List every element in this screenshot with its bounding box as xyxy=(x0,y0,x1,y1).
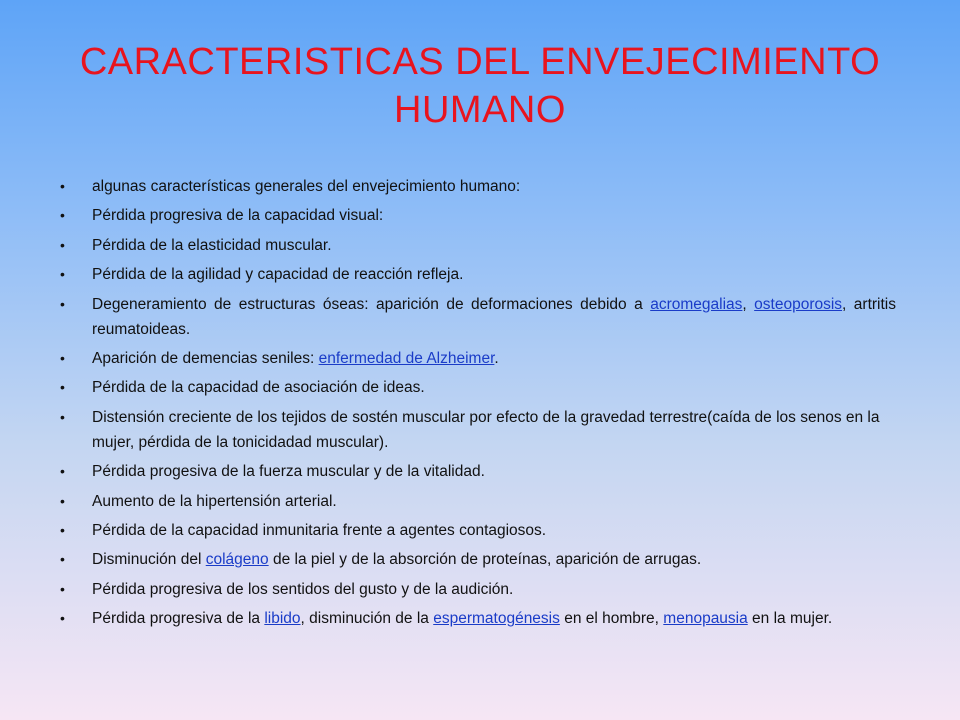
list-item xyxy=(58,174,896,199)
bullet-icon: • xyxy=(60,492,65,509)
item-text: Degeneramiento de estructuras óseas: aparición de deformaciones debido a xyxy=(92,295,651,313)
list-item xyxy=(58,262,896,287)
hyperlink[interactable]: colágeno xyxy=(205,551,269,569)
item-text: , artritis reumatoideas. xyxy=(92,295,896,338)
bullet-icon: • xyxy=(60,295,65,312)
hyperlink[interactable]: acromegalias xyxy=(650,295,743,313)
item-text: Pérdida progesiva de la fuerza muscular y de la vitalidad. xyxy=(92,463,485,481)
list-item xyxy=(58,203,896,228)
list-item xyxy=(58,375,896,400)
item-text: Aparición de demencias seniles: xyxy=(92,349,319,367)
bullet-icon: • xyxy=(60,551,65,568)
bullet-icon: • xyxy=(60,580,65,597)
list-item xyxy=(58,292,896,342)
bullet-icon: • xyxy=(60,521,65,538)
bullet-icon: • xyxy=(60,408,65,425)
hyperlink[interactable]: enfermedad de Alzheimer xyxy=(318,349,495,367)
list-item xyxy=(58,547,896,572)
item-text: Pérdida progresiva de los sentidos del gusto y de la audición. xyxy=(92,580,514,598)
item-text: Pérdida de la agilidad y capacidad de reacción refleja. xyxy=(92,266,464,284)
list-item xyxy=(58,233,896,258)
bullet-icon: • xyxy=(60,610,65,627)
item-text: . xyxy=(494,349,499,367)
item-text: de la piel y de la absorción de proteínas, aparición de arrugas. xyxy=(268,551,702,569)
list-item xyxy=(58,577,896,602)
bullet-icon: • xyxy=(60,349,65,366)
item-text: Pérdida de la capacidad de asociación de ideas. xyxy=(92,379,425,397)
list-item xyxy=(58,606,896,631)
list-item xyxy=(58,346,896,371)
bullet-icon: • xyxy=(60,266,65,283)
bullet-icon: • xyxy=(60,178,65,194)
item-text: Distensión creciente de los tejidos de sostén muscular por efecto de la gravedad terrestre(caída de los senos en la mujer, pérdida de la tonicidadad muscular). xyxy=(92,408,880,451)
item-text: Pérdida progresiva de la capacidad visual: xyxy=(92,207,384,225)
item-text: algunas características generales del envejecimiento humano: xyxy=(92,178,521,195)
item-text: Pérdida de la capacidad inmunitaria frente a agentes contagiosos. xyxy=(92,521,547,539)
item-text: en el hombre, xyxy=(559,610,664,628)
list-item xyxy=(58,459,896,484)
slide-title: CARACTERISTICAS DEL ENVEJECIMIENTO HUMANO xyxy=(79,41,881,131)
item-text: , disminución de la xyxy=(300,610,434,628)
item-text: Disminución del xyxy=(92,551,206,569)
bullet-icon: • xyxy=(60,463,65,480)
bullet-icon: • xyxy=(60,207,65,224)
list-item xyxy=(58,518,896,543)
list-item xyxy=(58,489,896,514)
bullet-icon: • xyxy=(60,379,65,396)
hyperlink[interactable]: libido xyxy=(264,610,301,628)
hyperlink[interactable]: osteoporosis xyxy=(754,295,843,313)
hyperlink[interactable]: espermatogénesis xyxy=(433,610,560,628)
item-text: Pérdida progresiva de la xyxy=(92,610,265,628)
hyperlink[interactable]: menopausia xyxy=(663,610,748,628)
bullet-list xyxy=(58,174,896,635)
bullet-icon: • xyxy=(60,236,65,253)
item-text: Pérdida de la elasticidad muscular. xyxy=(92,236,332,254)
item-text: , xyxy=(742,295,755,313)
list-item xyxy=(58,405,896,455)
item-text: Aumento de la hipertensión arterial. xyxy=(92,492,337,510)
item-text: en la mujer. xyxy=(747,610,833,628)
